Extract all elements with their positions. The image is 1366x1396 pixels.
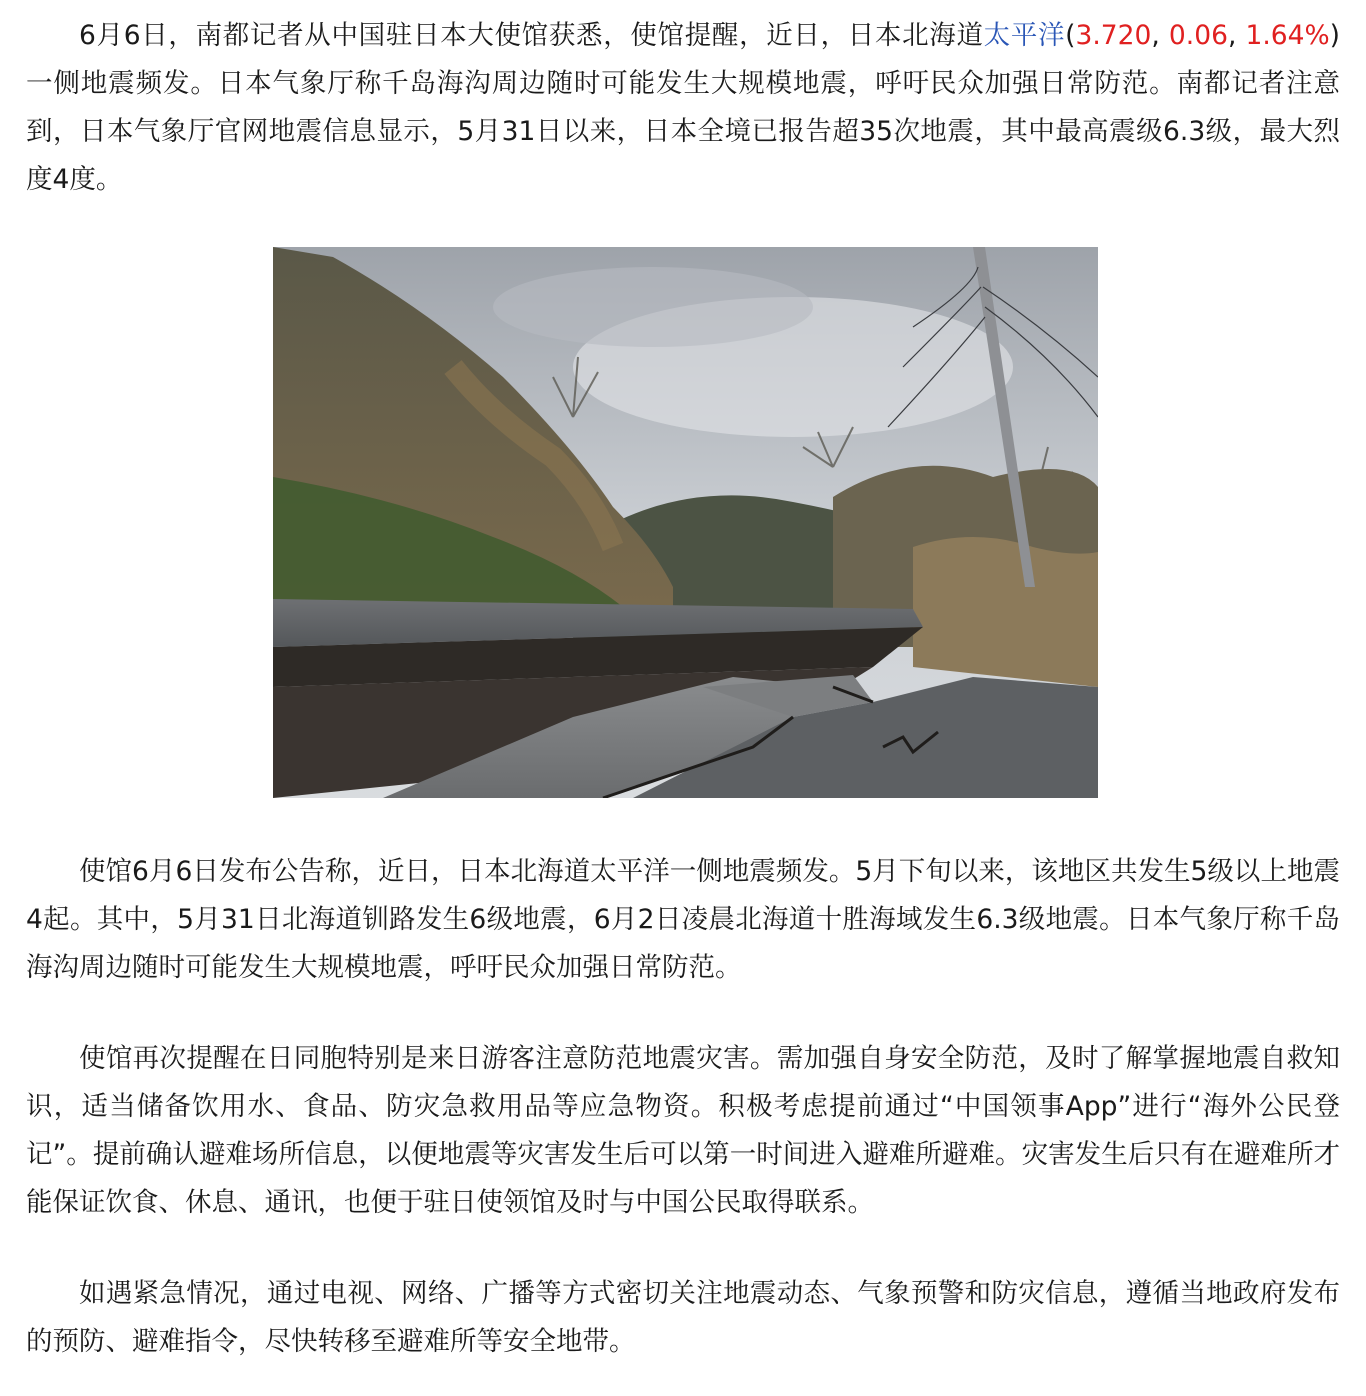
paren-open: ( [1065,20,1076,51]
earthquake-damaged-road-photo [273,247,1098,798]
paragraph-intro [26,12,1340,204]
paragraph-announcement: 使馆6月6日发布公告称，近日，日本北海道太平洋一侧地震频发。5月下旬以来，该地区共发生5级以上地震4起。其中，5月31日北海道钏路发生6级地震，6月2日凌晨北海道十胜海域发生6.3级地震。日本气象厅称千岛海沟周边随时可能发生大规模地震，呼吁民众加强日常防范。 [26,856,1340,983]
intro-text-after: )一侧地震频发。日本气象厅称千岛海沟周边随时可能发生大规模地震，呼吁民众加强日常防范。南都记者注意到，日本气象厅官网地震信息显示，5月31日以来，日本全境已报告超35次地震，其中最高震级6.3级，最大烈度4度。 [26,20,1340,195]
paragraph-emergency-container [26,1270,1340,1366]
paragraph-emergency: 如遇紧急情况，通过电视、网络、广播等方式密切关注地震动态、气象预警和防灾信息，遵循当地政府发布的预防、避难指令，尽快转移至避难所等安全地带。 [26,1278,1340,1357]
paragraph-reminder: 使馆再次提醒在日同胞特别是来日游客注意防范地震灾害。需加强自身安全防范，及时了解掌握地震自救知识，适当储备饮用水、食品、防灾急救用品等应急物资。积极考虑提前通过“中国领事App”进行“海外公民登记”。提前确认避难场所信息，以便地震等灾害发生后可以第一时间进入避难所避难。灾害发生后只有在避难所才能保证饮食、休息、通讯，也便于驻日使领馆及时与中国公民取得联系。 [26,1043,1340,1218]
paragraph-reminder-container [26,1035,1340,1227]
stock-sep-1: , [1151,20,1169,51]
stock-change: 0.06 [1168,20,1228,51]
intro-text-before: 6月6日，南都记者从中国驻日本大使馆获悉，使馆提醒，近日，日本北海道 [79,20,984,51]
paragraph-announcement-container [26,848,1340,992]
stock-link-taipingyang[interactable]: 太平洋 [983,20,1066,51]
stock-sep-2: , [1227,20,1246,51]
stock-price: 3.720 [1075,20,1152,51]
article-body [26,12,1340,204]
stock-change-percent: 1.64% [1245,20,1330,51]
